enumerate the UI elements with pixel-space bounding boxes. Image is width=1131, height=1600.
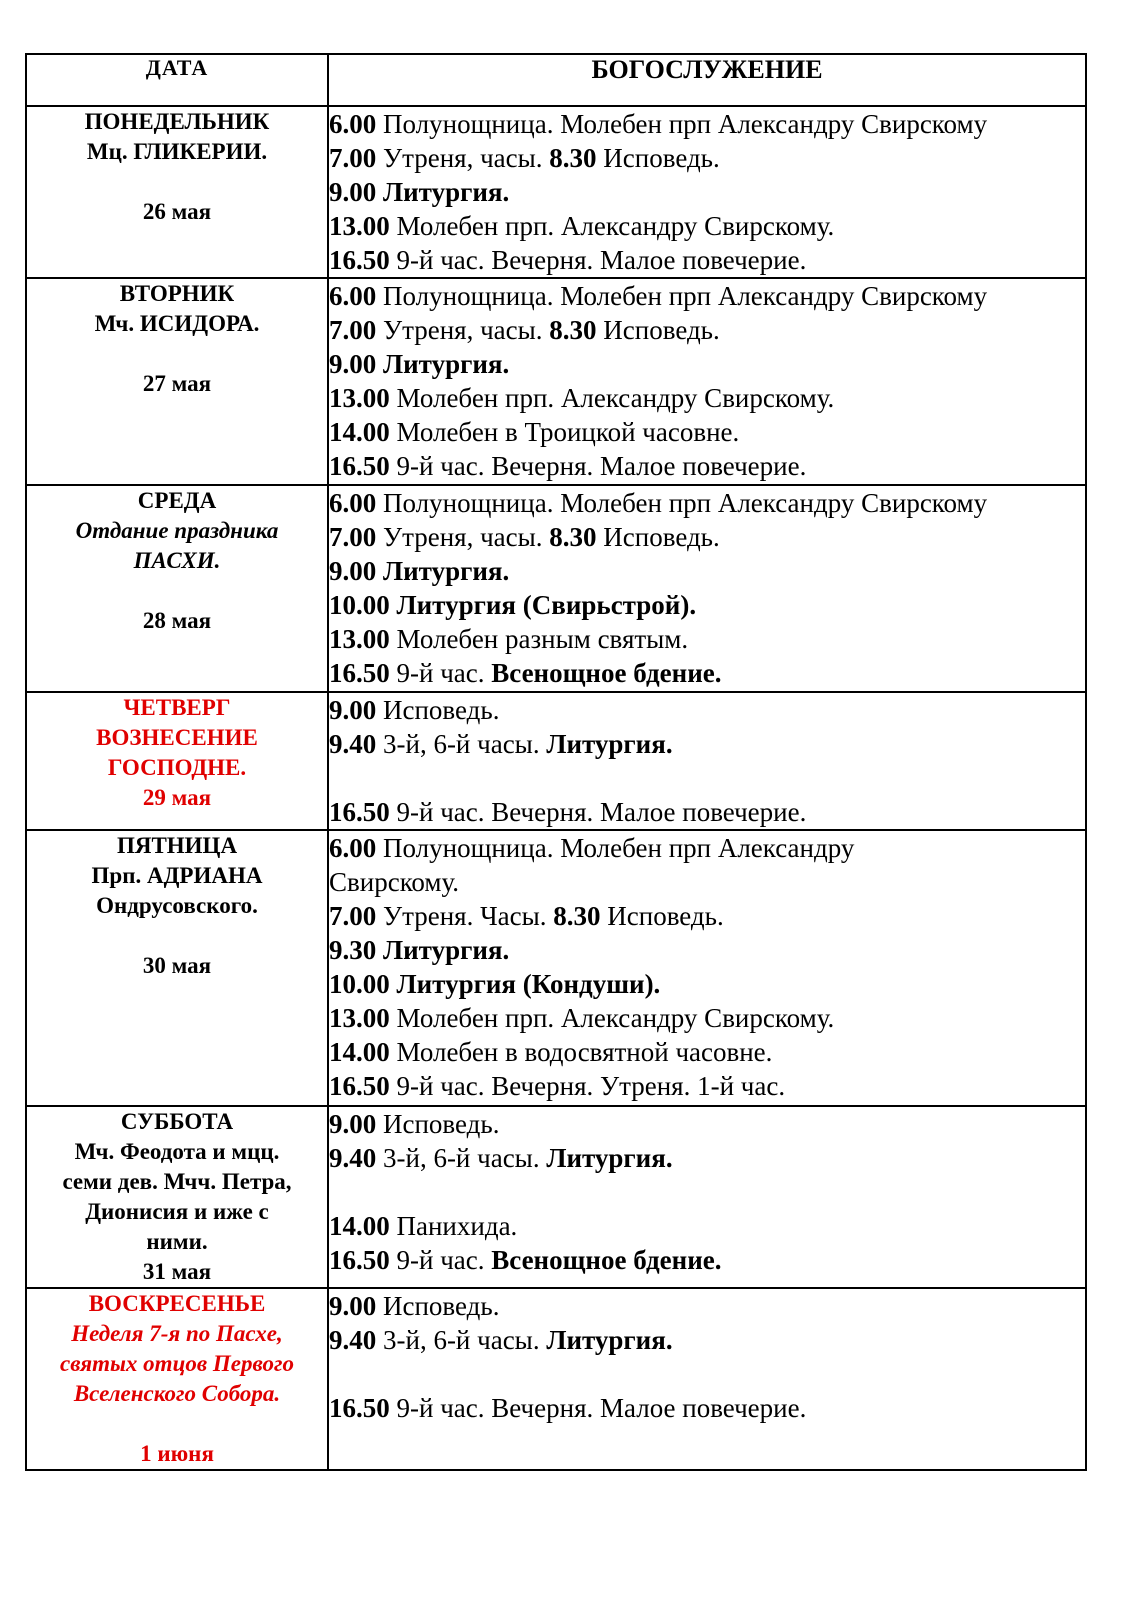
date-line: СУББОТА: [120, 1109, 234, 1134]
service-time-or-title: 16.50: [329, 1245, 390, 1275]
service-text: Исповедь.: [376, 695, 500, 725]
service-text: Молебен прп. Александру Свирскому.: [389, 1003, 835, 1033]
day-services-cell: [328, 106, 1086, 278]
service-time-or-title: 9.00 Литургия.: [329, 177, 510, 207]
date-column-header: ДАТА: [26, 54, 328, 106]
service-line: [329, 381, 1085, 415]
service-line: [329, 1069, 1085, 1103]
service-time-or-title: 6.00: [329, 281, 377, 311]
service-line: [329, 107, 1085, 141]
day-date-cell: [26, 1106, 328, 1288]
date-line: Отдание праздника: [75, 518, 279, 543]
date-line: 1 июня: [140, 1441, 214, 1466]
service-time-or-title: 9.40: [329, 1325, 377, 1355]
date-line: Прп. АДРИАНА: [91, 863, 263, 888]
service-text: Утреня, часы.: [376, 522, 550, 552]
day-services-cell: [328, 1288, 1086, 1470]
service-time-or-title: 10.00 Литургия (Свирьстрой).: [329, 590, 697, 620]
date-spacer: [27, 1409, 327, 1439]
service-time-or-title: 16.50: [329, 658, 390, 688]
service-time-or-title: 8.30: [549, 143, 597, 173]
service-time-or-title: 7.00: [329, 522, 377, 552]
service-line: [329, 1391, 1085, 1425]
service-text: 3-й, 6-й часы.: [376, 1143, 547, 1173]
service-line: [329, 1107, 1085, 1141]
day-services-cell: [328, 1106, 1086, 1288]
day-date-cell: [26, 106, 328, 278]
service-line: [329, 727, 1085, 761]
service-line: [329, 622, 1085, 656]
service-time-or-title: Литургия.: [546, 729, 673, 759]
service-text: Утреня, часы.: [376, 315, 550, 345]
service-text: Полунощница. Молебен прп Александру: [376, 833, 855, 863]
service-time-or-title: 6.00: [329, 109, 377, 139]
service-line: [329, 1209, 1085, 1243]
service-time-or-title: 16.50: [329, 797, 390, 827]
header-row: [26, 54, 1086, 106]
service-line: [329, 243, 1085, 277]
service-text: 9-й час. Вечерня. Утреня. 1-й час.: [389, 1071, 786, 1101]
service-time-or-title: 14.00: [329, 1037, 390, 1067]
service-line: [329, 865, 1085, 899]
service-time-or-title: 6.00: [329, 488, 377, 518]
service-time-or-title: 9.00 Литургия.: [329, 349, 510, 379]
date-line: ВОСКРЕСЕНЬЕ: [88, 1291, 266, 1316]
date-line: 30 мая: [142, 953, 212, 978]
service-text: Молебен в Троицкой часовне.: [389, 417, 740, 447]
service-time-or-title: Всенощное бдение.: [491, 658, 722, 688]
day-services-cell: [328, 692, 1086, 830]
service-line: [329, 1141, 1085, 1175]
service-time-or-title: 8.30: [553, 901, 601, 931]
service-text: 9-й час. Вечерня. Малое повечерие.: [389, 797, 807, 827]
schedule-body: [26, 106, 1086, 1470]
date-line: Мц. ГЛИКЕРИИ.: [86, 139, 268, 164]
service-line: [329, 588, 1085, 622]
service-line: [329, 656, 1085, 690]
day-services-cell: [328, 830, 1086, 1106]
service-time-or-title: 16.50: [329, 1071, 390, 1101]
date-spacer: [27, 576, 327, 606]
date-spacer: [27, 339, 327, 369]
date-line: ПАСХИ.: [133, 548, 221, 573]
service-time-or-title: 16.50: [329, 245, 390, 275]
service-line: [329, 347, 1085, 381]
day-date-cell: [26, 830, 328, 1106]
day-row: [26, 692, 1086, 830]
service-line: [329, 209, 1085, 243]
service-line: [329, 520, 1085, 554]
day-date-cell: [26, 278, 328, 485]
service-text: Полунощница. Молебен прп Александру Свирскому: [376, 488, 988, 518]
service-text: Полунощница. Молебен прп Александру Свирскому: [376, 109, 988, 139]
service-time-or-title: Литургия.: [546, 1325, 673, 1355]
service-line: [329, 899, 1085, 933]
service-time-or-title: 7.00: [329, 901, 377, 931]
service-text: Полунощница. Молебен прп Александру Свирскому: [376, 281, 988, 311]
service-text: 9-й час. Вечерня. Малое повечерие.: [389, 451, 807, 481]
service-text: Утреня. Часы.: [376, 901, 554, 931]
date-line: Мч. Феодота и мцц.: [74, 1139, 280, 1164]
day-row: [26, 485, 1086, 692]
service-time-or-title: 9.40: [329, 729, 377, 759]
service-time-or-title: 9.30 Литургия.: [329, 935, 510, 965]
date-line: 27 мая: [142, 371, 212, 396]
service-line: [329, 554, 1085, 588]
service-line: [329, 967, 1085, 1001]
service-text: Исповедь.: [376, 1109, 500, 1139]
service-time-or-title: 13.00: [329, 1003, 390, 1033]
day-row: [26, 1288, 1086, 1470]
service-line: [329, 933, 1085, 967]
service-time-or-title: 13.00: [329, 624, 390, 654]
day-row: [26, 830, 1086, 1106]
service-column-header: БОГОСЛУЖЕНИЕ: [328, 54, 1086, 106]
service-line: [329, 486, 1085, 520]
service-text: Исповедь.: [376, 1291, 500, 1321]
service-time-or-title: 9.00: [329, 1109, 377, 1139]
service-spacer: [329, 761, 1085, 795]
service-text: Молебен разным святым.: [389, 624, 689, 654]
schedule-table: [25, 53, 1087, 1471]
service-text: Исповедь.: [596, 522, 720, 552]
day-services-cell: [328, 278, 1086, 485]
service-line: [329, 279, 1085, 313]
service-text: Исповедь.: [596, 315, 720, 345]
service-text: 9-й час.: [389, 1245, 492, 1275]
date-line: 29 мая: [142, 785, 212, 810]
service-line: [329, 141, 1085, 175]
day-row: [26, 278, 1086, 485]
date-line: ПОНЕДЕЛЬНИК: [84, 109, 270, 134]
date-line: ВОЗНЕСЕНИЕ: [96, 725, 258, 750]
service-line: [329, 1001, 1085, 1035]
day-row: [26, 1106, 1086, 1288]
service-text: Молебен прп. Александру Свирскому.: [389, 383, 835, 413]
service-time-or-title: 6.00: [329, 833, 377, 863]
date-line: семи дев. Мчч. Петра,: [62, 1169, 292, 1194]
date-line: Неделя 7-я по Пасхе,: [71, 1321, 283, 1346]
date-line: СРЕДА: [137, 488, 217, 513]
service-time-or-title: 7.00: [329, 315, 377, 345]
date-line: 28 мая: [142, 608, 212, 633]
day-row: [26, 106, 1086, 278]
date-line: святых отцов Первого: [60, 1351, 294, 1376]
service-text: Панихида.: [389, 1211, 518, 1241]
service-text: Молебен в водосвятной часовне.: [389, 1037, 773, 1067]
service-line: [329, 449, 1085, 483]
service-text: 3-й, 6-й часы.: [376, 1325, 547, 1355]
service-time-or-title: 14.00: [329, 417, 390, 447]
service-line: [329, 1323, 1085, 1357]
service-line: [329, 1035, 1085, 1069]
service-text: Исповедь.: [596, 143, 720, 173]
date-spacer: [27, 167, 327, 197]
service-text: Утреня, часы.: [376, 143, 550, 173]
service-text: 9-й час.: [389, 658, 492, 688]
service-line: [329, 795, 1085, 829]
service-time-or-title: 13.00: [329, 211, 390, 241]
service-text: Молебен прп. Александру Свирскому.: [389, 211, 835, 241]
date-line: ВТОРНИК: [119, 281, 235, 306]
service-time-or-title: 14.00: [329, 1211, 390, 1241]
service-text: 3-й, 6-й часы.: [376, 729, 547, 759]
service-line: [329, 313, 1085, 347]
service-time-or-title: 13.00: [329, 383, 390, 413]
service-time-or-title: 8.30: [549, 522, 597, 552]
day-date-cell: [26, 1288, 328, 1470]
date-line: 31 мая: [142, 1259, 212, 1284]
service-line: [329, 693, 1085, 727]
service-time-or-title: 7.00: [329, 143, 377, 173]
service-text: 9-й час. Вечерня. Малое повечерие.: [389, 245, 807, 275]
service-time-or-title: 16.50: [329, 1393, 390, 1423]
date-line: ними.: [146, 1229, 208, 1254]
date-line: Ондрусовского.: [96, 893, 258, 918]
service-time-or-title: 9.00: [329, 1291, 377, 1321]
service-time-or-title: Литургия.: [546, 1143, 673, 1173]
date-spacer: [27, 921, 327, 951]
date-line: ЧЕТВЕРГ: [123, 695, 231, 720]
service-line: [329, 831, 1085, 865]
service-time-or-title: 10.00 Литургия (Кондуши).: [329, 969, 661, 999]
service-line: [329, 415, 1085, 449]
day-date-cell: [26, 692, 328, 830]
date-line: Мч. ИСИДОРА.: [94, 311, 260, 336]
service-spacer: [329, 1357, 1085, 1391]
service-line: [329, 1243, 1085, 1277]
date-line: 26 мая: [142, 199, 212, 224]
service-text: 9-й час. Вечерня. Малое повечерие.: [389, 1393, 807, 1423]
service-text: Исповедь.: [600, 901, 724, 931]
service-line: [329, 175, 1085, 209]
service-time-or-title: 9.00: [329, 695, 377, 725]
date-line: ГОСПОДНЕ.: [107, 755, 247, 780]
day-date-cell: [26, 485, 328, 692]
date-line: Дионисия и иже с: [85, 1199, 269, 1224]
date-line: Вселенского Собора.: [73, 1381, 281, 1406]
service-time-or-title: 9.00 Литургия.: [329, 556, 510, 586]
date-line: ПЯТНИЦА: [116, 833, 238, 858]
service-time-or-title: 9.40: [329, 1143, 377, 1173]
service-time-or-title: 8.30: [549, 315, 597, 345]
service-line: [329, 1289, 1085, 1323]
service-spacer: [329, 1175, 1085, 1209]
service-time-or-title: 16.50: [329, 451, 390, 481]
day-services-cell: [328, 485, 1086, 692]
service-time-or-title: Всенощное бдение.: [491, 1245, 722, 1275]
service-text: Свирскому.: [329, 867, 460, 897]
